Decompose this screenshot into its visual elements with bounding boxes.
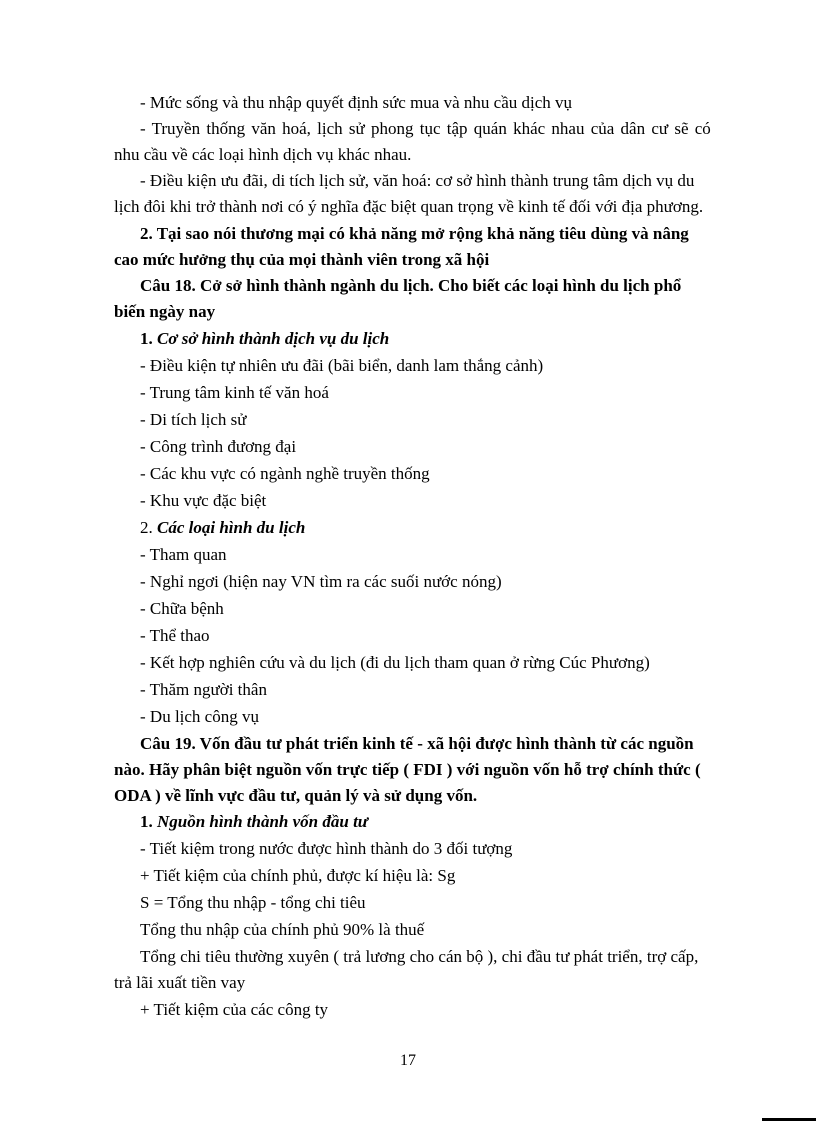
list-item: - Khu vực đặc biệt	[140, 491, 267, 510]
subheading-number: 1.	[140, 329, 157, 348]
text-line: - Truyền thống văn hoá, lịch sử phong tục tập quán khác nhau của dân cư sẽ có	[140, 119, 711, 138]
list-item: - Tham quan	[140, 545, 227, 564]
list-item: - Kết hợp nghiên cứu và du lịch (đi du lịch tham quan ở rừng Cúc Phương)	[140, 653, 650, 672]
text-line: S = Tổng thu nhập - tổng chi tiêu	[140, 893, 366, 912]
question-heading: ODA ) về lĩnh vực đầu tư, quản lý và sử dụng vốn.	[114, 786, 478, 805]
text-line: - Mức sống và thu nhập quyết định sức mua và nhu cầu dịch vụ	[140, 93, 573, 112]
list-item: - Thể thao	[140, 626, 210, 645]
text-line: trả lãi xuất tiền vay	[114, 973, 246, 992]
question-heading: nào. Hãy phân biệt nguồn vốn trực tiếp ( FDI ) với nguồn vốn hỗ trợ chính thức (	[114, 760, 701, 779]
question-heading: biến ngày nay	[114, 302, 216, 321]
question-heading: Câu 19. Vốn đầu tư phát triển kinh tế - xã hội được hình thành từ các nguồn	[140, 734, 694, 753]
question-heading: Câu 18. Cở sở hình thành ngành du lịch. Cho biết các loại hình du lịch phổ	[140, 276, 682, 295]
list-item: - Du lịch công vụ	[140, 707, 259, 726]
list-item: - Công trình đương đại	[140, 437, 297, 456]
list-item: - Trung tâm kinh tế văn hoá	[140, 383, 329, 402]
text-line: + Tiết kiệm của các công ty	[140, 1000, 329, 1019]
subheading-title: Các loại hình du lịch	[157, 518, 306, 537]
text-line: - Tiết kiệm trong nước được hình thành do 3 đối tượng	[140, 839, 513, 858]
list-item: - Các khu vực có ngành nghề truyền thống	[140, 464, 430, 483]
section-heading: cao mức hưởng thụ của mọi thành viên trong xã hội	[114, 250, 490, 269]
text-line: - Điều kiện ưu đãi, di tích lịch sử, văn hoá: cơ sở hình thành trung tâm dịch vụ du	[140, 171, 695, 190]
subheading-title: Cơ sở hình thành dịch vụ du lịch	[157, 329, 390, 348]
subheading-number: 1.	[140, 812, 157, 831]
text-line: Tổng chi tiêu thường xuyên ( trả lương cho cán bộ ), chi đầu tư phát triển, trợ cấp,	[140, 947, 699, 966]
subheading-number: 2.	[140, 518, 157, 537]
text-line: lịch đôi khi trở thành nơi có ý nghĩa đặc biệt quan trọng về kinh tế đối với địa phương.	[114, 197, 704, 216]
list-item: - Di tích lịch sử	[140, 410, 247, 429]
list-item: - Chữa bệnh	[140, 599, 224, 618]
list-item: - Điều kiện tự nhiên ưu đãi (bãi biển, danh lam thắng cảnh)	[140, 356, 544, 375]
subheading-title: Nguồn hình thành vốn đầu tư	[157, 812, 368, 831]
edge-mark	[762, 1118, 816, 1121]
list-item: - Thăm người thân	[140, 680, 267, 699]
section-heading: 2. Tại sao nói thương mại có khả năng mở rộng khả năng tiêu dùng và nâng	[140, 224, 689, 243]
subheading	[140, 518, 305, 538]
text-line: nhu cầu về các loại hình dịch vụ khác nhau.	[114, 145, 412, 164]
text-line: + Tiết kiệm của chính phủ, được kí hiệu là: Sg	[140, 866, 456, 885]
subheading	[140, 329, 389, 349]
text-line: Tổng thu nhập của chính phủ 90% là thuế	[140, 920, 425, 939]
list-item: - Nghỉ ngơi (hiện nay VN tìm ra các suối nước nóng)	[140, 572, 502, 591]
subheading	[140, 812, 368, 832]
page-number: 17	[400, 1052, 416, 1069]
